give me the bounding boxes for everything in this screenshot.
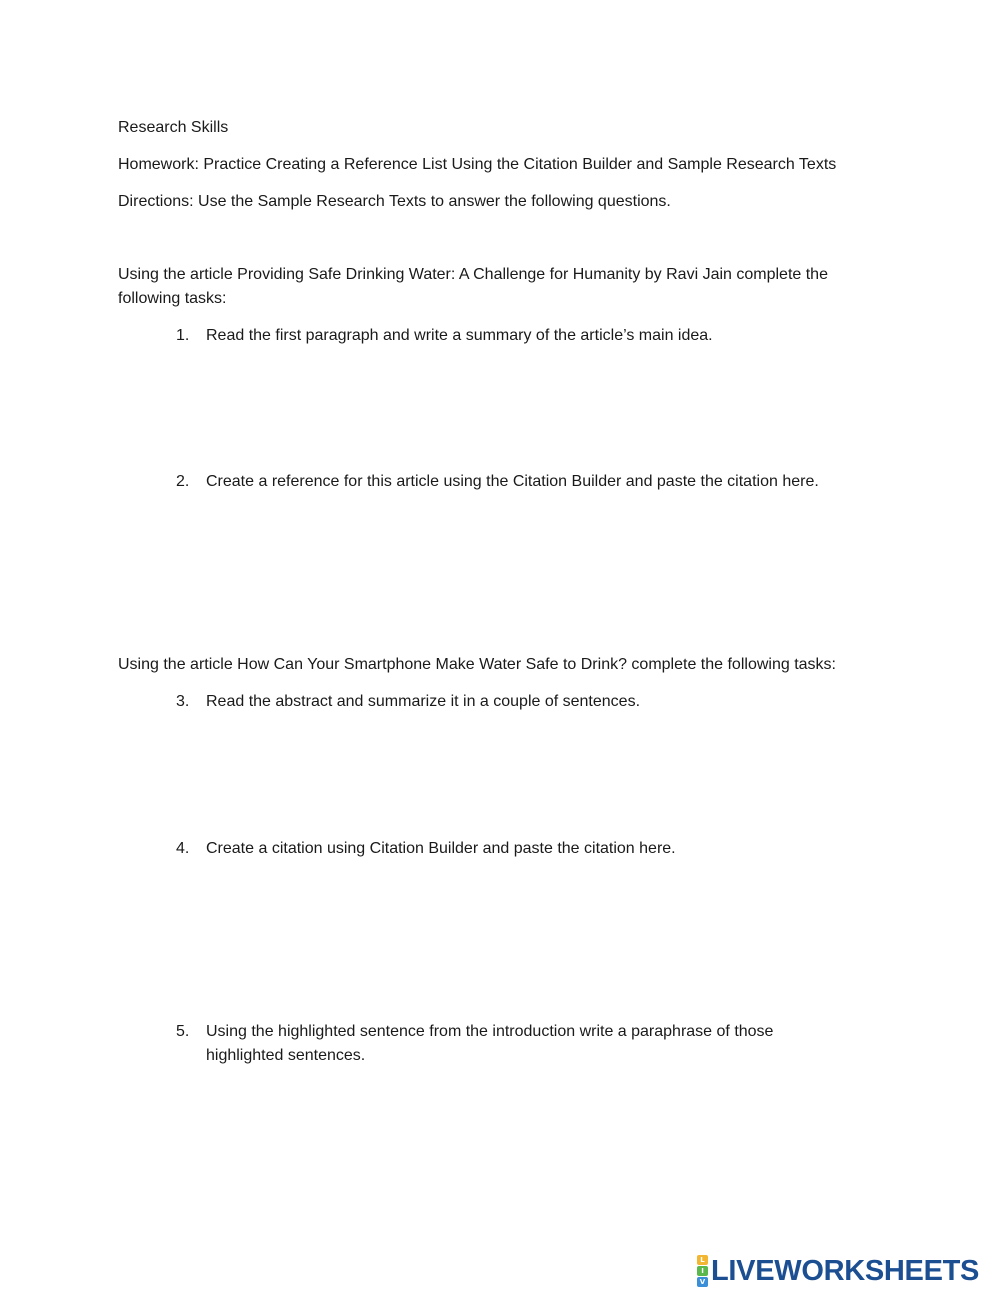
task-number: 5. [176, 1023, 190, 1040]
task-item [176, 324, 876, 348]
task-item [176, 1020, 816, 1068]
task-number: 1. [176, 327, 190, 344]
document-title: Research Skills [118, 119, 229, 136]
logo-blocks-icon [697, 1255, 708, 1287]
task-item [176, 690, 876, 714]
task-number: 2. [176, 473, 190, 490]
task-text: Create a reference for this article using the Citation Builder and paste the citation here. [206, 473, 819, 490]
task-text: Read the abstract and summarize it in a couple of sentences. [206, 693, 641, 710]
logo-block: L [697, 1255, 708, 1265]
task-number: 3. [176, 693, 190, 710]
liveworksheets-logo [697, 1254, 979, 1288]
logo-block: V [697, 1277, 708, 1287]
task-text: Using the highlighted sentence from the introduction write a paraphrase of those highlighted sentences. [206, 1023, 774, 1064]
directions-line: Directions: Use the Sample Research Texts to answer the following questions. [118, 193, 671, 210]
section1-intro: Using the article Providing Safe Drinking Water: A Challenge for Humanity by Ravi Jain complete the following tasks: [118, 266, 828, 307]
brand-name: LIVEWORKSHEETS [711, 1255, 980, 1287]
section2-intro: Using the article How Can Your Smartphone Make Water Safe to Drink? complete the following tasks: [118, 656, 836, 673]
homework-line: Homework: Practice Creating a Reference List Using the Citation Builder and Sample Research Texts [118, 156, 837, 173]
task-number: 4. [176, 840, 190, 857]
task-text: Create a citation using Citation Builder and paste the citation here. [206, 840, 676, 857]
logo-block: I [697, 1266, 708, 1276]
task-item [176, 470, 876, 494]
task-text: Read the first paragraph and write a summary of the article’s main idea. [206, 327, 713, 344]
task-item [176, 837, 876, 861]
